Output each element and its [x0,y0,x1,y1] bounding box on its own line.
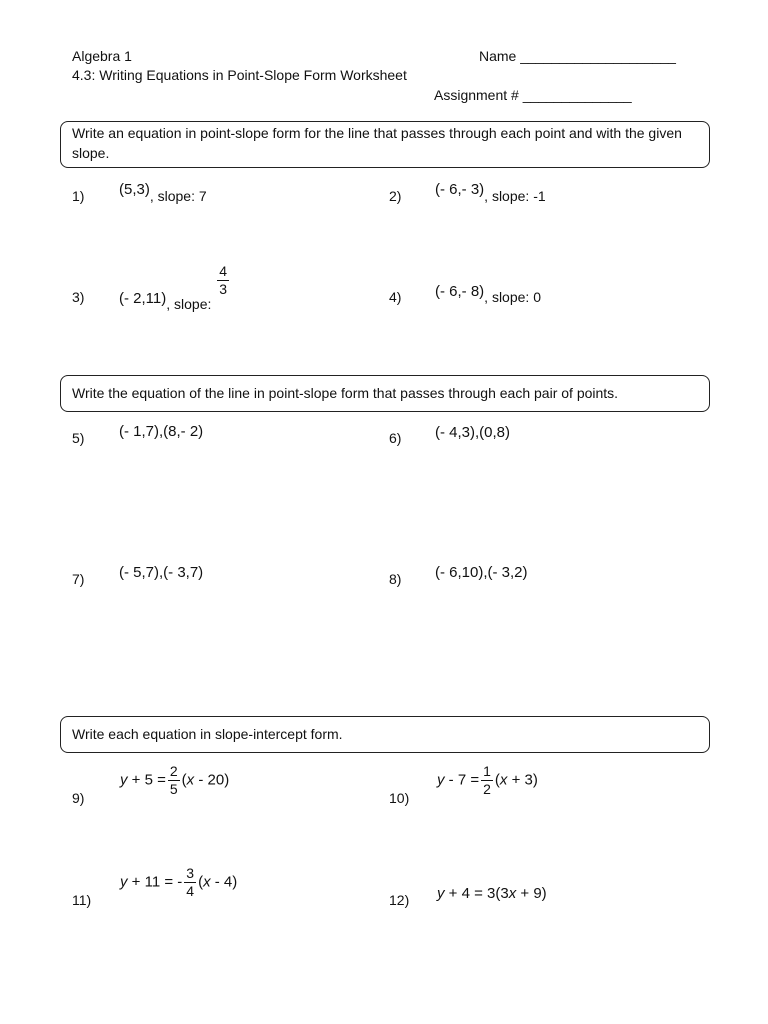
equation-rhs: - 20) [198,771,230,789]
assignment-field: Assignment # ______________ [434,87,632,103]
problem-12 [437,885,547,902]
slope-text: , slope: -1 [484,188,546,204]
slope-text: , slope: 0 [484,289,541,305]
point: (- 2,11) [119,290,167,308]
point: (- 6,- 8) [435,283,485,300]
problem-number-4: 4) [389,289,402,305]
problem-7: (- 5,7),(- 3,7) [119,564,204,581]
problem-6: (- 4,3),(0,8) [435,424,511,441]
problem-9 [120,764,229,797]
point: (5,3) [119,181,150,198]
var-y: y [120,873,128,891]
fraction-denominator: 4 [186,883,195,899]
problem-number-6: 6) [389,430,402,446]
problem-number-7: 7) [72,571,85,587]
problem-number-3: 3) [72,289,85,305]
problem-1 [119,181,207,204]
equation-lhs: + 11 = - [131,873,183,891]
problem-3 [119,263,231,313]
slope-fraction [217,264,229,297]
var-y: y [120,771,128,789]
slope-text: , slope: [166,296,216,313]
problem-number-10: 10) [389,790,410,806]
problem-2 [435,181,546,204]
problem-number-2: 2) [389,188,402,204]
open-paren: ( [198,873,204,891]
problem-11 [120,866,237,899]
var-y: y [437,771,445,789]
open-paren: ( [181,771,187,789]
equation-lhs: + 4 = 3(3 [448,885,509,902]
slope-text: , slope: 7 [149,188,207,204]
var-x: x [186,771,195,789]
var-y: y [437,885,445,902]
fraction-numerator: 3 [186,865,195,881]
fraction-denominator: 2 [483,781,491,797]
problem-number-9: 9) [72,790,85,806]
course-name: Algebra 1 [72,48,132,64]
fraction-denominator: 3 [219,281,228,297]
fraction-denominator: 5 [169,781,178,797]
worksheet-title: 4.3: Writing Equations in Point-Slope Form Worksheet [72,67,407,83]
equation-fraction [481,764,493,797]
problem-number-1: 1) [72,188,85,204]
var-x: x [203,873,211,891]
point: (- 6,- 3) [435,181,485,198]
problem-number-8: 8) [389,571,402,587]
instruction-box-1: Write an equation in point-slope form for the line that passes through each point and with the given slope. [60,121,710,168]
name-field: Name ____________________ [479,48,676,64]
equation-fraction [184,866,196,899]
fraction-numerator: 2 [169,763,178,779]
var-x: x [508,885,517,902]
problem-number-12: 12) [389,892,410,908]
equation-lhs: + 5 = [131,771,166,789]
fraction-numerator: 1 [483,763,491,779]
problem-10 [437,764,538,797]
problem-number-5: 5) [72,430,85,446]
open-paren: ( [494,771,500,789]
fraction-numerator: 4 [219,263,228,279]
equation-fraction [168,764,180,797]
instruction-box-2: Write the equation of the line in point-slope form that passes through each pair of points. [60,375,710,412]
problem-8: (- 6,10),(- 3,2) [435,564,528,581]
var-x: x [499,771,508,789]
equation-lhs: - 7 = [448,771,480,789]
problem-5: (- 1,7),(8,- 2) [119,423,204,440]
equation-rhs: + 9) [520,885,547,902]
instruction-box-3: Write each equation in slope-intercept form. [60,716,710,753]
problem-number-11: 11) [72,892,92,908]
problem-4 [435,283,541,305]
equation-rhs: - 4) [214,873,238,891]
equation-rhs: + 3) [511,771,538,789]
